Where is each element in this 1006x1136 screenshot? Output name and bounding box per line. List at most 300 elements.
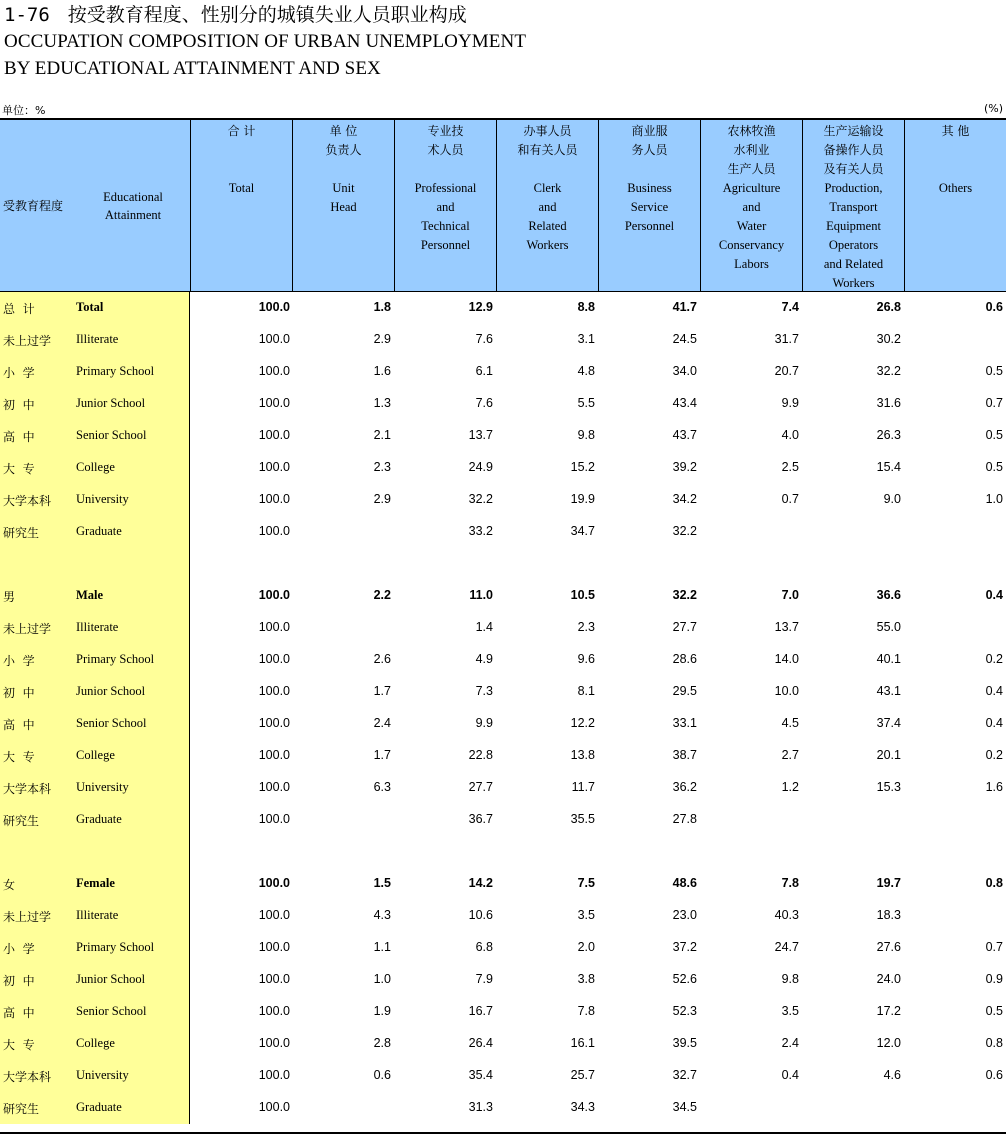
table-cell: 100.0 <box>258 940 290 954</box>
row-label-cn: 高 中 <box>3 1006 35 1020</box>
table-cell: 2.6 <box>373 652 391 666</box>
table-cell: 2.5 <box>781 460 799 474</box>
table-cell: 26.4 <box>468 1036 493 1050</box>
table-cell: 33.1 <box>672 716 697 730</box>
table-cell: 55.0 <box>876 620 901 634</box>
table-cell: 8.1 <box>577 684 595 698</box>
row-label-en: University <box>76 492 129 506</box>
table-cell: 100.0 <box>258 300 290 314</box>
table-cell: 0.4 <box>985 684 1003 698</box>
row-label-en: Junior School <box>76 396 146 410</box>
table-cell: 100.0 <box>258 1004 290 1018</box>
column-header-en: Related <box>528 219 567 233</box>
table-cell: 43.7 <box>672 428 697 442</box>
table-cell: 100.0 <box>258 428 290 442</box>
table-cell: 22.8 <box>468 748 493 762</box>
table-cell: 9.9 <box>475 716 493 730</box>
stub-header-en-line: Attainment <box>104 208 162 222</box>
table-cell: 2.8 <box>373 1036 391 1050</box>
table-cell: 34.7 <box>570 524 595 538</box>
row-label-cn: 女 <box>3 878 16 892</box>
table-row <box>0 420 1006 452</box>
table-cell: 100.0 <box>258 332 290 346</box>
column-header <box>700 120 802 291</box>
table-row <box>0 964 1006 996</box>
row-label-en: University <box>76 1068 129 1082</box>
table-cell: 13.7 <box>774 620 799 634</box>
table-cell: 41.7 <box>672 300 697 314</box>
table-cell: 10.5 <box>570 588 595 602</box>
row-label-cn: 小 学 <box>3 942 35 956</box>
stub-header-en-line: Educational <box>103 190 163 204</box>
table-cell: 9.8 <box>577 428 595 442</box>
row-label-cn: 高 中 <box>3 430 35 444</box>
row-label-cn: 小 学 <box>3 366 35 380</box>
column-header-cn: 和有关人员 <box>517 143 578 157</box>
table-cell: 1.1 <box>373 940 391 954</box>
unit-label: 单位：% <box>2 104 46 117</box>
stub-header-cn: 受教育程度 <box>3 199 64 213</box>
table-cell: 6.3 <box>373 780 391 794</box>
table-cell: 18.3 <box>876 908 901 922</box>
table-cell: 100.0 <box>258 876 290 890</box>
row-label-en: Illiterate <box>76 908 119 922</box>
table-cell: 0.9 <box>985 972 1003 986</box>
table-row <box>0 356 1006 388</box>
table-cell: 0.4 <box>985 588 1003 602</box>
row-label-cn: 高 中 <box>3 718 35 732</box>
table-cell: 20.1 <box>876 748 901 762</box>
table-cell: 0.5 <box>985 460 1003 474</box>
column-header-en: Operators <box>828 238 879 252</box>
table-cell: 37.2 <box>672 940 697 954</box>
row-label-cn: 大 专 <box>3 462 35 476</box>
table-cell: 1.8 <box>373 300 391 314</box>
column-header-cn: 农林牧渔 <box>727 124 776 138</box>
row-label-en: Primary School <box>76 940 155 954</box>
table-cell: 13.7 <box>468 428 493 442</box>
row-label-cn: 研究生 <box>3 1102 40 1116</box>
row-label-cn: 总 计 <box>3 302 35 316</box>
table-cell: 0.7 <box>781 492 799 506</box>
table-cell: 34.0 <box>672 364 697 378</box>
table-cell: 4.0 <box>781 428 799 442</box>
column-header-en: Service <box>630 200 669 214</box>
column-header-cn: 术人员 <box>427 143 464 157</box>
table-cell: 0.8 <box>985 876 1003 890</box>
table-row <box>0 612 1006 644</box>
table-cell: 34.2 <box>672 492 697 506</box>
row-label-cn: 小 学 <box>3 654 35 668</box>
table-cell: 9.0 <box>883 492 901 506</box>
row-label-cn: 大学本科 <box>3 494 52 508</box>
table-header <box>0 118 1006 292</box>
table-cell: 0.5 <box>985 364 1003 378</box>
table-cell: 9.9 <box>781 396 799 410</box>
column-header-cn: 及有关人员 <box>823 162 884 176</box>
column-header <box>190 120 292 291</box>
column-header-en: Clerk <box>533 181 562 195</box>
table-row <box>0 516 1006 548</box>
table-cell: 12.0 <box>876 1036 901 1050</box>
table-cell: 17.2 <box>876 1004 901 1018</box>
table-body <box>0 292 1006 1124</box>
table-cell: 27.7 <box>672 620 697 634</box>
row-label-cn: 初 中 <box>3 398 35 412</box>
table-cell: 7.5 <box>577 876 595 890</box>
column-header-en: Workers <box>526 238 569 252</box>
row-label-en: University <box>76 780 129 794</box>
title-block <box>4 2 526 82</box>
row-label-en: Primary School <box>76 364 155 378</box>
row-label-en: College <box>76 1036 115 1050</box>
table-cell: 0.4 <box>781 1068 799 1082</box>
table-cell: 11.0 <box>469 588 493 602</box>
table-cell: 4.5 <box>781 716 799 730</box>
column-header <box>598 120 700 291</box>
table-row <box>0 1060 1006 1092</box>
table-row <box>0 900 1006 932</box>
table-cell: 1.6 <box>373 364 391 378</box>
table-row <box>0 324 1006 356</box>
table-cell: 100.0 <box>258 492 290 506</box>
column-header-cn: 单 位 <box>329 124 358 138</box>
table-cell: 1.0 <box>985 492 1003 506</box>
table-cell: 1.5 <box>373 876 391 890</box>
table-cell: 19.7 <box>876 876 901 890</box>
table-cell: 32.2 <box>672 524 697 538</box>
table-cell: 0.6 <box>985 1068 1003 1082</box>
table-cell: 9.6 <box>577 652 595 666</box>
row-label-cn: 大 专 <box>3 1038 35 1052</box>
column-header-en: Professional <box>414 181 477 195</box>
column-header <box>496 120 598 291</box>
table-cell: 31.7 <box>774 332 799 346</box>
column-header-en: Transport <box>829 200 878 214</box>
table-cell: 43.1 <box>876 684 901 698</box>
table-cell: 100.0 <box>258 396 290 410</box>
table-cell: 4.9 <box>475 652 493 666</box>
table-row <box>0 708 1006 740</box>
table-cell: 10.0 <box>774 684 799 698</box>
table-cell: 30.2 <box>876 332 901 346</box>
table-row-subtotal <box>0 580 1006 612</box>
table-cell: 1.4 <box>475 620 493 634</box>
table-cell: 39.2 <box>672 460 697 474</box>
table-cell: 100.0 <box>258 812 290 826</box>
table-cell: 10.6 <box>468 908 493 922</box>
row-label-cn: 初 中 <box>3 974 35 988</box>
column-header-cn: 合 计 <box>227 124 256 138</box>
bottom-rule <box>0 1132 1006 1134</box>
row-label-en: Illiterate <box>76 620 119 634</box>
row-label-cn: 研究生 <box>3 814 40 828</box>
column-header-en: Conservancy <box>718 238 785 252</box>
row-label-cn: 未上过学 <box>3 622 52 636</box>
table-cell: 2.7 <box>781 748 799 762</box>
table-cell: 7.6 <box>475 332 493 346</box>
row-label-en: Graduate <box>76 812 122 826</box>
table-cell: 40.1 <box>876 652 901 666</box>
table-cell: 4.6 <box>883 1068 901 1082</box>
column-header-cn: 务人员 <box>631 143 668 157</box>
table-cell: 0.8 <box>985 1036 1003 1050</box>
table-cell: 100.0 <box>258 908 290 922</box>
table-row <box>0 740 1006 772</box>
row-label-en: Senior School <box>76 1004 147 1018</box>
table-title-en-line2: BY EDUCATIONAL ATTAINMENT AND SEX <box>4 58 381 79</box>
table-cell: 100.0 <box>258 1100 290 1114</box>
table-cell: 2.1 <box>373 428 391 442</box>
table-cell: 24.0 <box>876 972 901 986</box>
table-cell: 39.5 <box>672 1036 697 1050</box>
column-header-en: Personnel <box>624 219 675 233</box>
column-header-en: and <box>538 200 557 214</box>
column-header-en: Production, <box>824 181 883 195</box>
table-cell: 100.0 <box>258 460 290 474</box>
table-cell: 27.7 <box>468 780 493 794</box>
row-label-cn: 初 中 <box>3 686 35 700</box>
row-label-en: Male <box>76 588 104 602</box>
table-cell: 3.1 <box>577 332 595 346</box>
column-header-en: Technical <box>421 219 470 233</box>
table-cell: 11.7 <box>571 780 595 794</box>
table-cell: 36.6 <box>876 588 901 602</box>
table-cell: 2.0 <box>577 940 595 954</box>
table-row <box>0 644 1006 676</box>
table-cell: 35.4 <box>468 1068 493 1082</box>
table-row-subtotal <box>0 292 1006 324</box>
table-row-subtotal <box>0 868 1006 900</box>
table-cell: 0.5 <box>985 1004 1003 1018</box>
row-label-en: Primary School <box>76 652 155 666</box>
table-cell: 28.6 <box>672 652 697 666</box>
row-label-cn: 大学本科 <box>3 782 52 796</box>
column-header-cn: 其 他 <box>941 124 970 138</box>
column-header-en: Labors <box>734 257 769 271</box>
table-row <box>0 388 1006 420</box>
table-cell: 100.0 <box>258 972 290 986</box>
column-header-en: Water <box>736 219 767 233</box>
table-cell: 1.6 <box>985 780 1003 794</box>
table-cell: 100.0 <box>258 780 290 794</box>
row-label-en: College <box>76 748 115 762</box>
table-cell: 35.5 <box>570 812 595 826</box>
table-number: 1-76 <box>4 4 50 26</box>
table-cell: 2.3 <box>577 620 595 634</box>
table-cell: 100.0 <box>258 1036 290 1050</box>
table-cell: 2.4 <box>373 716 391 730</box>
row-label-en: Graduate <box>76 1100 122 1114</box>
table-cell: 2.4 <box>781 1036 799 1050</box>
table-cell: 0.2 <box>985 748 1003 762</box>
row-label-en: Graduate <box>76 524 122 538</box>
table-cell: 12.2 <box>570 716 595 730</box>
column-header-en: Business <box>627 181 672 195</box>
table-cell: 6.8 <box>475 940 493 954</box>
column-header-en: Workers <box>832 276 875 290</box>
table-cell: 100.0 <box>258 684 290 698</box>
table-cell: 7.8 <box>781 876 799 890</box>
table-cell: 40.3 <box>774 908 799 922</box>
column-header <box>292 120 394 291</box>
column-header-cn: 备操作人员 <box>823 143 884 157</box>
table-cell: 8.8 <box>577 300 595 314</box>
table-cell: 15.3 <box>876 780 901 794</box>
table-cell: 12.9 <box>468 300 493 314</box>
table-cell: 16.1 <box>570 1036 595 1050</box>
row-label-en: Total <box>76 300 104 314</box>
table-cell: 2.9 <box>373 332 391 346</box>
row-label-en: Senior School <box>76 716 147 730</box>
table-row <box>0 676 1006 708</box>
table-cell: 3.5 <box>781 1004 799 1018</box>
table-cell: 7.8 <box>577 1004 595 1018</box>
table-cell: 2.2 <box>373 588 391 602</box>
table-cell: 7.9 <box>475 972 493 986</box>
table-cell: 100.0 <box>258 620 290 634</box>
table-cell: 7.6 <box>475 396 493 410</box>
table-cell: 24.5 <box>672 332 697 346</box>
column-header-en: Total <box>228 181 255 195</box>
table-cell: 32.7 <box>672 1068 697 1082</box>
table-cell: 34.3 <box>570 1100 595 1114</box>
table-cell: 14.0 <box>774 652 799 666</box>
table-cell: 1.3 <box>373 396 391 410</box>
row-label-en: Illiterate <box>76 332 119 346</box>
table-cell: 0.6 <box>985 300 1003 314</box>
table-cell: 20.7 <box>774 364 799 378</box>
table-cell: 31.3 <box>468 1100 493 1114</box>
table-cell: 100.0 <box>258 716 290 730</box>
table-cell: 2.3 <box>373 460 391 474</box>
table-cell: 48.6 <box>672 876 697 890</box>
table-cell: 16.7 <box>468 1004 493 1018</box>
column-header-cn: 生产人员 <box>727 162 776 176</box>
table-cell: 23.0 <box>672 908 697 922</box>
table-cell: 15.4 <box>876 460 901 474</box>
table-cell: 19.9 <box>570 492 595 506</box>
table-row <box>0 1028 1006 1060</box>
data-table <box>0 118 1006 1124</box>
table-cell: 33.2 <box>468 524 493 538</box>
column-header-en: Equipment <box>826 219 881 233</box>
row-label-cn: 研究生 <box>3 526 40 540</box>
table-cell: 9.8 <box>781 972 799 986</box>
row-label-cn: 大学本科 <box>3 1070 52 1084</box>
table-cell: 1.9 <box>373 1004 391 1018</box>
table-cell: 4.8 <box>577 364 595 378</box>
row-label-en: College <box>76 460 115 474</box>
table-cell: 0.7 <box>985 396 1003 410</box>
table-row <box>0 996 1006 1028</box>
table-title-en-line1: OCCUPATION COMPOSITION OF URBAN UNEMPLOYMENT <box>4 31 527 52</box>
row-label-en: Junior School <box>76 972 146 986</box>
table-cell: 1.7 <box>373 684 391 698</box>
table-row <box>0 484 1006 516</box>
column-header-en: and <box>742 200 761 214</box>
table-cell: 100.0 <box>258 364 290 378</box>
table-cell: 43.4 <box>672 396 697 410</box>
table-cell: 100.0 <box>258 524 290 538</box>
row-label-cn: 大 专 <box>3 750 35 764</box>
table-cell: 100.0 <box>258 588 290 602</box>
table-title-cn <box>4 2 526 28</box>
table-cell: 0.4 <box>985 716 1003 730</box>
column-header-en: Head <box>330 200 357 214</box>
table-cell: 7.0 <box>781 588 799 602</box>
row-label-cn: 男 <box>3 590 16 604</box>
column-header-cn: 负责人 <box>325 143 362 157</box>
table-cell: 34.5 <box>672 1100 697 1114</box>
table-row <box>0 452 1006 484</box>
table-cell: 29.5 <box>672 684 697 698</box>
table-cell: 27.6 <box>876 940 901 954</box>
column-header-en: Agriculture <box>722 181 781 195</box>
column-header-en: Others <box>938 181 973 195</box>
table-cell: 0.6 <box>373 1068 391 1082</box>
table-cell: 27.8 <box>672 812 697 826</box>
table-cell: 100.0 <box>258 748 290 762</box>
unit-label-en: (%) <box>983 102 1003 115</box>
table-cell: 38.7 <box>672 748 697 762</box>
table-cell: 24.9 <box>468 460 493 474</box>
row-label-en: Senior School <box>76 428 147 442</box>
column-header <box>904 120 1006 291</box>
column-header-cn: 专业技 <box>427 124 464 138</box>
table-row <box>0 772 1006 804</box>
table-cell: 37.4 <box>876 716 901 730</box>
table-cell: 3.8 <box>577 972 595 986</box>
row-label-cn: 未上过学 <box>3 334 52 348</box>
table-cell: 100.0 <box>258 652 290 666</box>
stub-header-en <box>96 188 170 224</box>
column-header-en: Unit <box>332 181 355 195</box>
table-cell: 32.2 <box>876 364 901 378</box>
row-label-en: Junior School <box>76 684 146 698</box>
column-header-en: and Related <box>823 257 884 271</box>
table-cell: 52.3 <box>672 1004 697 1018</box>
table-row <box>0 804 1006 836</box>
table-cell: 1.2 <box>781 780 799 794</box>
table-cell: 0.2 <box>985 652 1003 666</box>
table-cell: 1.7 <box>373 748 391 762</box>
table-row <box>0 1092 1006 1124</box>
column-header-en: Personnel <box>420 238 471 252</box>
column-header <box>394 120 496 291</box>
table-cell: 25.7 <box>570 1068 595 1082</box>
table-cell: 14.2 <box>468 876 493 890</box>
table-cell: 24.7 <box>774 940 799 954</box>
table-cell: 7.4 <box>781 300 799 314</box>
table-cell: 5.5 <box>577 396 595 410</box>
table-cell: 13.8 <box>570 748 595 762</box>
table-cell: 4.3 <box>373 908 391 922</box>
table-cell: 15.2 <box>570 460 595 474</box>
table-cell: 1.0 <box>373 972 391 986</box>
stub-header <box>0 120 190 291</box>
table-cell: 31.6 <box>876 396 901 410</box>
table-cell: 7.3 <box>475 684 493 698</box>
table-cell: 36.7 <box>468 812 493 826</box>
table-cell: 6.1 <box>475 364 493 378</box>
table-cell: 0.5 <box>985 428 1003 442</box>
column-header-cn: 水利业 <box>733 143 770 157</box>
column-header <box>802 120 904 291</box>
table-cell: 0.7 <box>985 940 1003 954</box>
table-cell: 52.6 <box>672 972 697 986</box>
table-title-cn-text: 按受教育程度、性别分的城镇失业人员职业构成 <box>67 4 467 26</box>
